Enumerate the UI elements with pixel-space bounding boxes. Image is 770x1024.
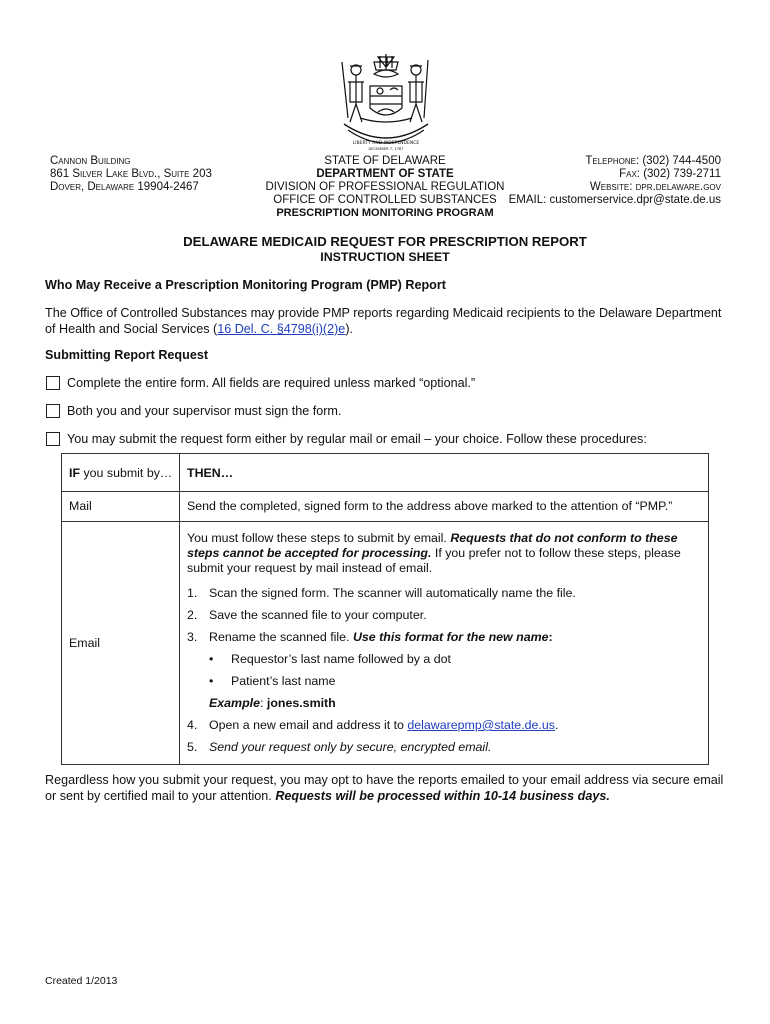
email-intro-warning: Requests that do not conform to these steps cannot be accepted for processing. [187, 531, 678, 560]
step-3-colon: : [548, 630, 553, 644]
bullet-patient-text: Patient’s last name [231, 674, 336, 688]
procedure-table [61, 453, 709, 765]
cell-mail-label: Mail [62, 492, 180, 522]
seal-ring-text: LIBERTY AND INDEPENDENCE [352, 141, 420, 146]
document-subtitle: INSTRUCTION SHEET [320, 250, 450, 264]
pmp-email-link[interactable]: delawarepmp@state.de.us [407, 718, 555, 732]
contact-telephone [509, 155, 721, 168]
website-value: dpr.delaware.gov [635, 181, 721, 193]
step-2 [187, 604, 698, 626]
contact-fax [509, 168, 721, 181]
step-5 [187, 736, 698, 758]
email-intro-tail: If you prefer not to follow these steps, please submit your request by mail instead of email. [187, 546, 681, 575]
header-if-rest: you submit by… [80, 466, 173, 480]
section-heading-submitting: Submitting Report Request [45, 348, 209, 362]
email-intro [187, 531, 698, 576]
step-2-number: 2. [187, 608, 198, 622]
header-contact-block [509, 155, 721, 207]
paragraph-end: ). [345, 322, 354, 336]
state-seal-logo [330, 52, 442, 152]
agency-division: DIVISION OF PROFESSIONAL REGULATION [265, 181, 505, 193]
header-cell-then [180, 454, 709, 492]
example-text [209, 692, 336, 714]
step-3 [187, 626, 698, 648]
address-line-1: Cannon Building [50, 155, 131, 167]
statute-link[interactable]: 16 Del. C. §4798(i)(2)e [217, 322, 346, 336]
email-intro-text: You must follow these steps to submit by email. [187, 531, 451, 545]
cell-mail-instructions: Send the completed, signed form to the address above marked to the attention of “PMP.” [180, 492, 709, 522]
step-3-number: 3. [187, 630, 198, 644]
step-1-text: Scan the signed form. The scanner will automatically name the file. [209, 586, 576, 600]
agency-department: DEPARTMENT OF STATE [316, 168, 454, 180]
agency-program: PRESCRIPTION MONITORING PROGRAM [276, 207, 494, 219]
contact-website [509, 181, 721, 194]
table-header-row [62, 454, 709, 492]
processing-time-note: Requests will be processed within 10-14 business days. [275, 789, 610, 803]
bullet-requestor [187, 648, 698, 670]
agency-state: STATE OF DELAWARE [324, 155, 446, 167]
step-5-number: 5. [187, 740, 198, 754]
seal-year-text: DECEMBER 7, 1787 [368, 147, 404, 151]
paragraph-text: The Office of Controlled Substances may provide PMP reports regarding Medicaid recipients to the Delaware Department of Health and Social Services ( [45, 306, 722, 336]
step-4-number: 4. [187, 718, 198, 732]
email-value: customerservice.dpr@state.de.us [549, 194, 721, 206]
step-4 [187, 714, 698, 736]
checklist-item-complete-form: Complete the entire form. All fields are required unless marked “optional.” [67, 376, 476, 390]
step-3-format-note: Use this format for the new name [352, 630, 549, 644]
header-address-block [50, 155, 212, 194]
document-title: DELAWARE MEDICAID REQUEST FOR PRESCRIPTION REPORT [183, 234, 587, 249]
checkbox-complete-form[interactable] [46, 376, 60, 390]
fax-label: Fax: [619, 168, 640, 180]
header-cell-if [62, 454, 180, 492]
telephone-value: (302) 744-4500 [642, 155, 721, 167]
footer-created-date: Created 1/2013 [45, 975, 118, 987]
header-if-keyword: IF [69, 466, 81, 480]
checklist-item-submit-method: You may submit the request form either by regular mail or email – your choice. Follow these procedures: [67, 432, 647, 446]
agency-office: OFFICE OF CONTROLLED SUBSTANCES [273, 194, 497, 206]
bullet-dot-icon: • [209, 674, 214, 688]
step-4-text [209, 714, 558, 736]
fax-value: (302) 739-2711 [643, 168, 721, 180]
table-row-mail [62, 492, 709, 522]
section-heading-who-may-receive: Who May Receive a Prescription Monitoring Program (PMP) Report [45, 278, 446, 292]
step-5-text: Send your request only by secure, encrypted email. [209, 740, 492, 754]
checkbox-sign-form[interactable] [46, 404, 60, 418]
contact-email [509, 194, 721, 207]
header-then-text: THEN… [187, 466, 234, 480]
section-paragraph-who-may-receive [45, 305, 730, 337]
closing-text: Regardless how you submit your request, you may opt to have the reports emailed to your email address via secure email or sent by certified mail to your attention. [45, 773, 724, 803]
step-1-number: 1. [187, 586, 198, 600]
example-line [187, 692, 698, 714]
bullet-patient [187, 670, 698, 692]
step-3-text [209, 626, 553, 648]
step-4-plain: Open a new email and address it to [209, 718, 408, 732]
checkbox-submit-method[interactable] [46, 432, 60, 446]
step-2-text: Save the scanned file to your computer. [209, 608, 427, 622]
bullet-requestor-text: Requestor’s last name followed by a dot [231, 652, 451, 666]
step-1 [187, 582, 698, 604]
cell-email-instructions [180, 522, 709, 765]
example-colon: : [259, 696, 264, 710]
step-3-plain: Rename the scanned file. [209, 630, 353, 644]
cell-email-label: Email [62, 522, 180, 765]
email-label: EMAIL: [508, 194, 547, 206]
bullet-dot-icon: • [209, 652, 214, 666]
closing-paragraph [45, 772, 735, 804]
table-row-email [62, 522, 709, 765]
header-agency-block [260, 155, 510, 220]
example-value: jones.smith [266, 696, 336, 710]
example-label: Example [209, 696, 260, 710]
checklist-item-sign-form: Both you and your supervisor must sign the form. [67, 404, 342, 418]
telephone-label: Telephone: [585, 155, 640, 167]
address-line-2: 861 Silver Lake Blvd., Suite 203 [50, 168, 212, 180]
address-line-3: Dover, Delaware 19904-2467 [50, 181, 199, 193]
step-4-end: . [554, 718, 559, 732]
website-label: Website: [589, 181, 633, 193]
